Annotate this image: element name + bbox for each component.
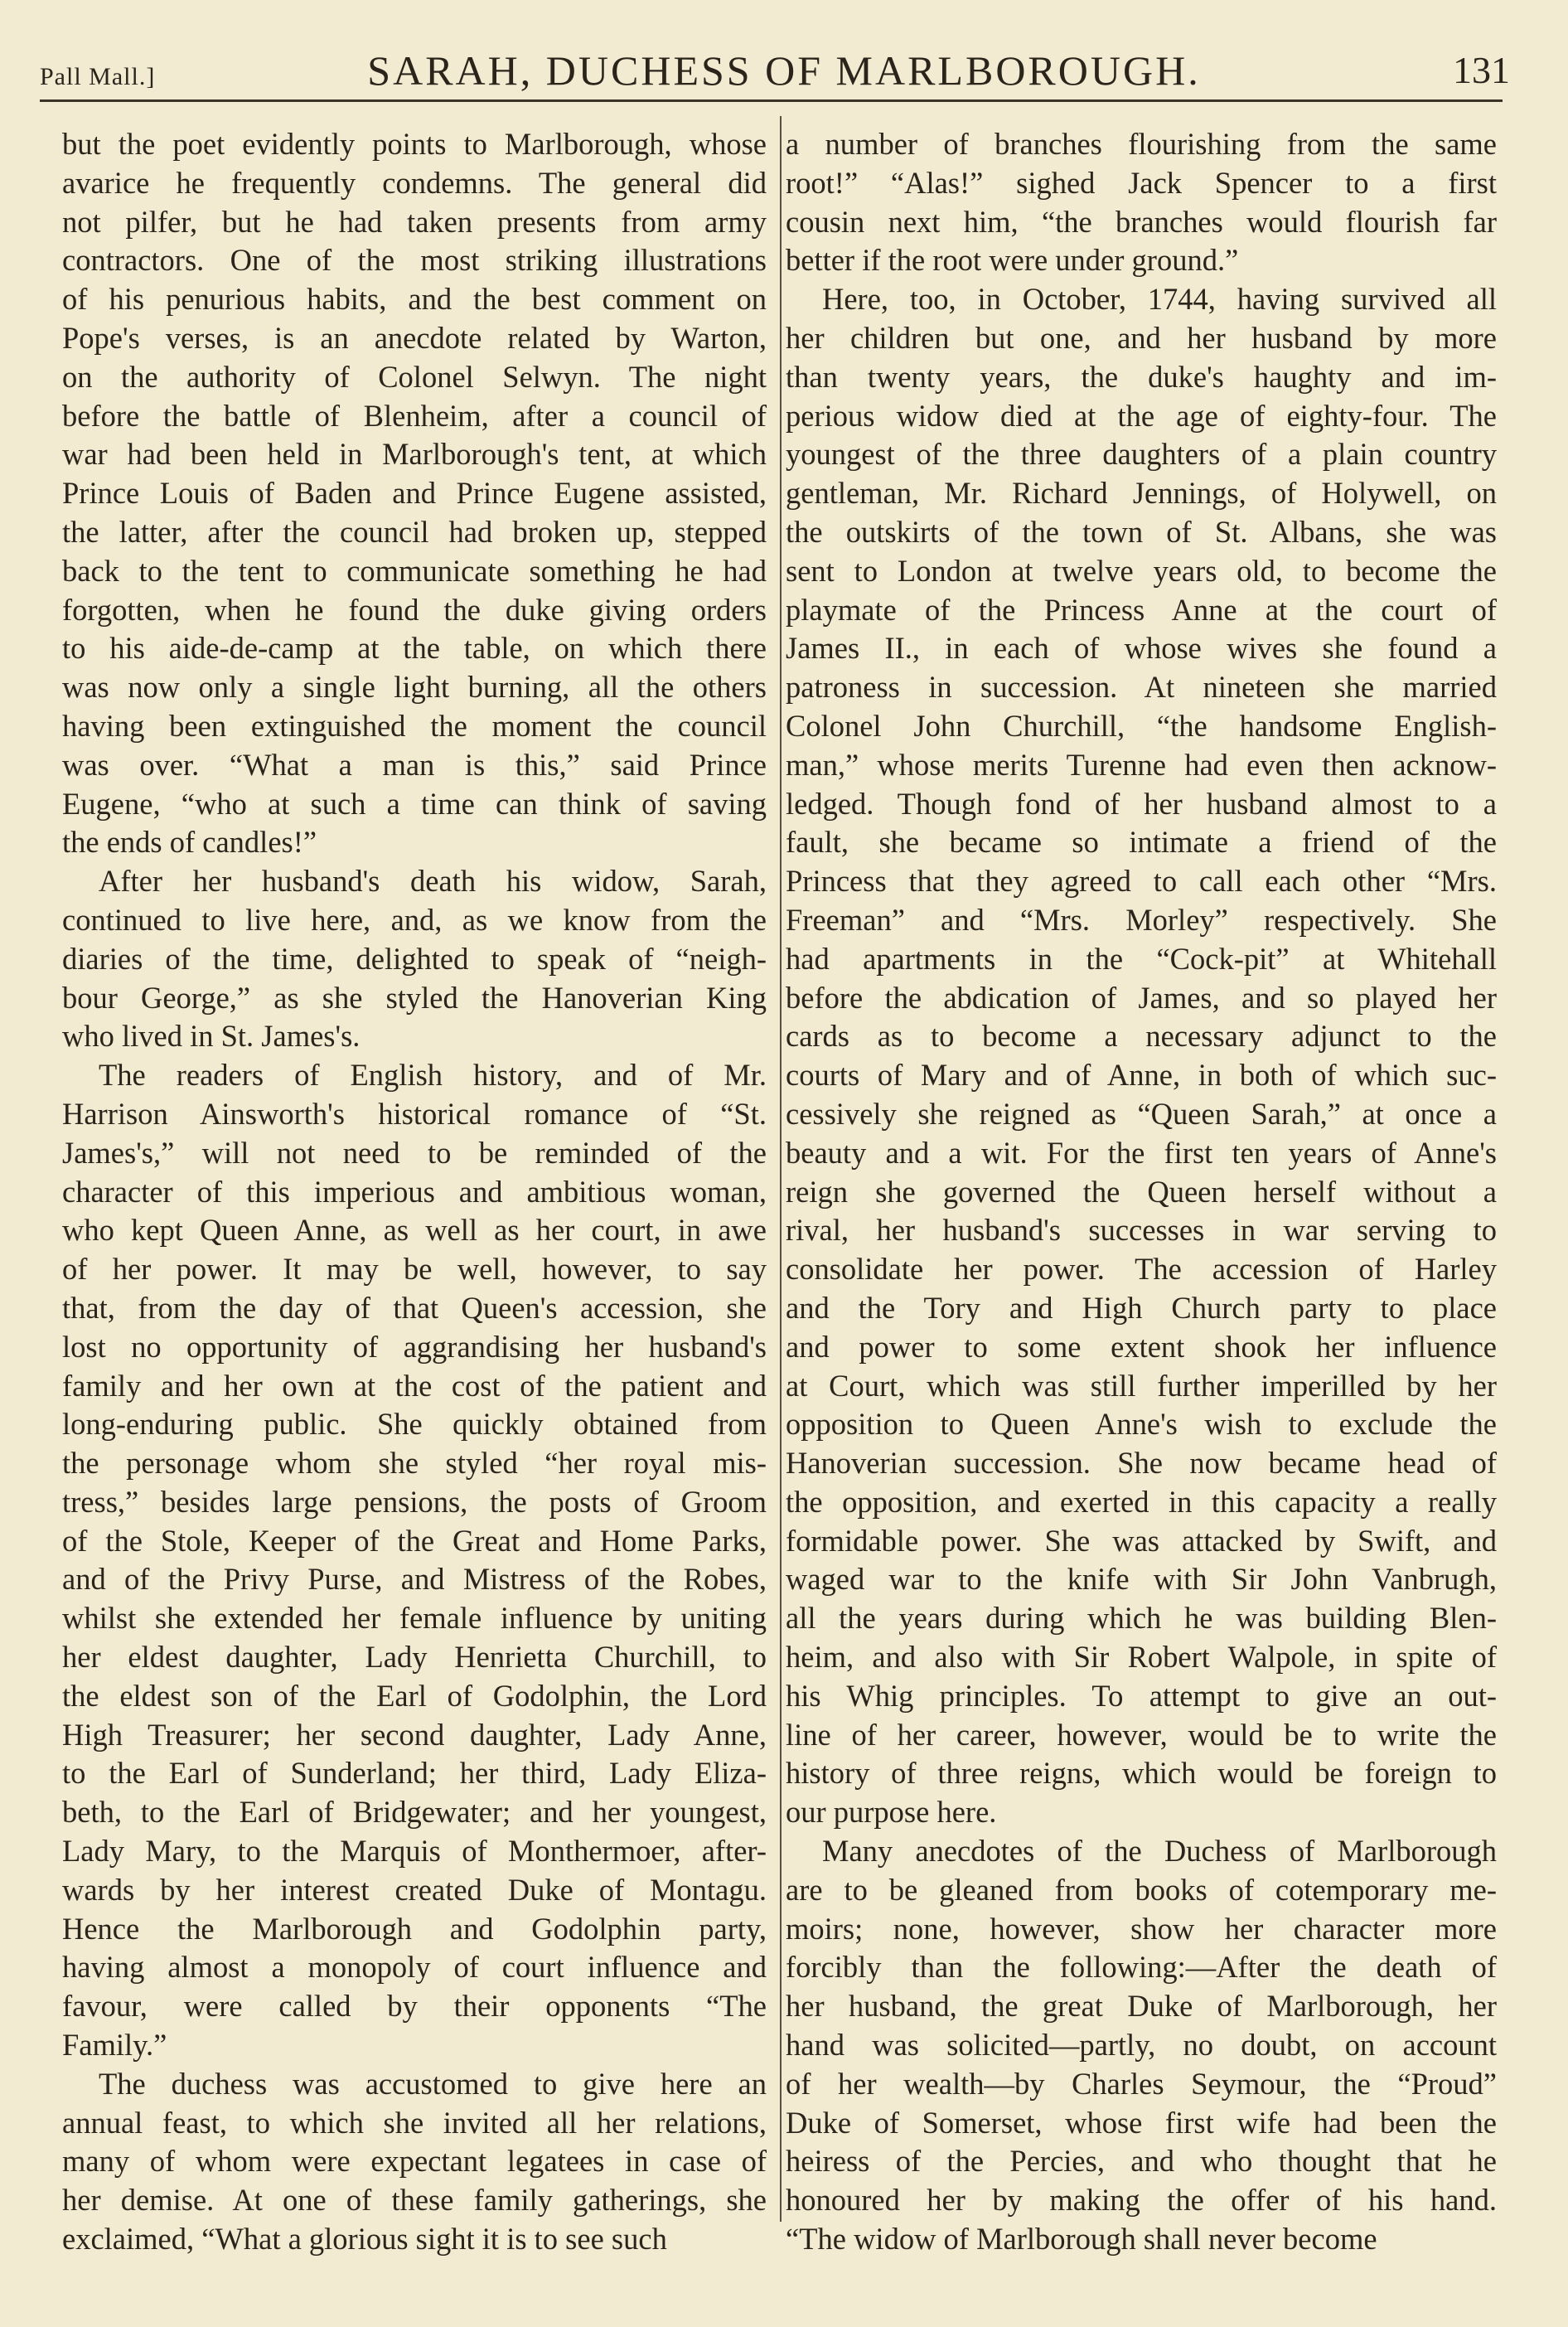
- text-line: Family.”: [62, 2028, 167, 2063]
- paragraph: [786, 280, 1497, 1832]
- header-rule: [40, 99, 1503, 102]
- page-number: 131: [1453, 49, 1510, 91]
- text-line: gentleman, Mr. Richard Jennings, of Holywell, on: [786, 476, 1497, 511]
- text-line: and power to some extent shook her influence: [786, 1329, 1497, 1364]
- text-line: cessively she reigned as “Queen Sarah,” at once a: [786, 1096, 1497, 1131]
- text-line: heim, and also with Sir Robert Walpole, in spite of: [786, 1640, 1497, 1675]
- text-line: wards by her interest created Duke of Montagu.: [62, 1872, 767, 1907]
- text-line: James II., in each of whose wives she found a: [786, 631, 1497, 666]
- text-line: who kept Queen Anne, as well as her court, in awe: [62, 1213, 767, 1248]
- text-line: better if the root were under ground.”: [786, 243, 1239, 278]
- text-line: patroness in succession. At nineteen she married: [786, 670, 1497, 705]
- text-line: youngest of the three daughters of a plain country: [786, 437, 1497, 472]
- text-line: back to the tent to communicate something he had: [62, 553, 767, 588]
- paragraph: [62, 862, 767, 1056]
- text-line: long-enduring public. She quickly obtained from: [62, 1407, 767, 1442]
- text-line: the ends of candles!”: [62, 825, 317, 860]
- text-line: of the Stole, Keeper of the Great and Home Parks,: [62, 1523, 767, 1558]
- text-line: playmate of the Princess Anne at the court of: [786, 592, 1497, 627]
- text-line: Princess that they agreed to call each other “Mrs.: [786, 864, 1497, 899]
- paragraph: [62, 125, 767, 862]
- text-line: had apartments in the “Cock-pit” at Whitehall: [786, 941, 1497, 976]
- running-head-source: Pall Mall.]: [40, 63, 156, 90]
- text-line: our purpose here.: [786, 1795, 997, 1830]
- text-line: High Treasurer; her second daughter, Lady Anne,: [62, 1717, 767, 1752]
- text-line: Duke of Somerset, whose first wife had been the: [786, 2105, 1497, 2140]
- text-line: Hence the Marlborough and Godolphin party,: [62, 1911, 767, 1946]
- text-line: rival, her husband's successes in war serving to: [786, 1213, 1497, 1248]
- text-line: exclaimed, “What a glorious sight it is to see such: [62, 2222, 667, 2257]
- text-line: was over. “What a man is this,” said Prince: [62, 747, 767, 782]
- text-line: consolidate her power. The accession of Harley: [786, 1252, 1497, 1287]
- text-line: ledged. Though fond of her husband almost to a: [786, 786, 1497, 821]
- text-line: and the Tory and High Church party to place: [786, 1290, 1497, 1325]
- text-line: root!” “Alas!” sighed Jack Spencer to a first: [786, 165, 1497, 200]
- text-line: was now only a single light burning, all the others: [62, 670, 767, 705]
- text-line: The duchess was accustomed to give here an: [99, 2066, 767, 2101]
- text-line: that, from the day of that Queen's accession, she: [62, 1290, 767, 1325]
- text-line: whilst she extended her female influence by uniting: [62, 1601, 767, 1636]
- text-line: lost no opportunity of aggrandising her husband's: [62, 1329, 767, 1364]
- text-line: Freeman” and “Mrs. Morley” respectively. She: [786, 902, 1497, 937]
- text-line: Many anecdotes of the Duchess of Marlborough: [822, 1834, 1497, 1869]
- text-line: annual feast, to which she invited all her relations,: [62, 2105, 767, 2140]
- text-line: having been extinguished the moment the council: [62, 708, 767, 743]
- text-line: line of her career, however, would be to write the: [786, 1717, 1497, 1752]
- text-line: Lady Mary, to the Marquis of Monthermoer, after-: [62, 1834, 767, 1869]
- text-line: tress,” besides large pensions, the posts of Groom: [62, 1484, 767, 1519]
- text-line: having almost a monopoly of court influence and: [62, 1950, 767, 1985]
- text-line: the eldest son of the Earl of Godolphin, the Lord: [62, 1678, 767, 1713]
- text-line: war had been held in Marlborough's tent, at which: [62, 437, 767, 472]
- text-line: Prince Louis of Baden and Prince Eugene assisted,: [62, 476, 767, 511]
- text-line: many of whom were expectant legatees in case of: [62, 2144, 767, 2179]
- text-line: forcibly than the following:—After the death of: [786, 1950, 1497, 1985]
- text-line: cousin next him, “the branches would flourish far: [786, 204, 1497, 239]
- text-line: are to be gleaned from books of cotemporary me-: [786, 1872, 1497, 1907]
- text-line: James's,” will not need to be reminded of the: [62, 1135, 767, 1170]
- text-line: perious widow died at the age of eighty-four. The: [786, 398, 1497, 433]
- text-line: man,” whose merits Turenne had even then acknow-: [786, 747, 1497, 782]
- text-line: all the years during which he was building Blen-: [786, 1601, 1497, 1636]
- text-line: her children but one, and her husband by more: [786, 320, 1497, 355]
- text-line: heiress of the Percies, and who thought that he: [786, 2144, 1497, 2179]
- text-line: of her wealth—by Charles Seymour, the “Proud”: [786, 2066, 1497, 2101]
- text-line: character of this imperious and ambitious woman,: [62, 1174, 767, 1209]
- text-line: her husband, the great Duke of Marlborough, her: [786, 1989, 1497, 2024]
- text-line: family and her own at the cost of the patient and: [62, 1368, 767, 1403]
- text-line: on the authority of Colonel Selwyn. The night: [62, 359, 767, 394]
- paragraph: [62, 2065, 767, 2259]
- text-line: the outskirts of the town of St. Albans, she was: [786, 514, 1497, 549]
- text-line: before the abdication of James, and so played her: [786, 980, 1497, 1015]
- text-line: history of three reigns, which would be foreign to: [786, 1756, 1497, 1791]
- text-line: forgotten, when he found the duke giving orders: [62, 592, 767, 627]
- text-line: a number of branches flourishing from the same: [786, 127, 1497, 161]
- text-line: contractors. One of the most striking illustrations: [62, 243, 767, 278]
- text-line: the opposition, and exerted in this capacity a really: [786, 1484, 1497, 1519]
- text-line: Here, too, in October, 1744, having survived all: [822, 282, 1497, 317]
- text-line: “The widow of Marlborough shall never become: [786, 2222, 1377, 2257]
- text-line: not pilfer, but he had taken presents from army: [62, 204, 767, 239]
- text-line: fault, she became so intimate a friend of the: [786, 825, 1497, 860]
- text-line: the latter, after the council had broken up, stepped: [62, 514, 767, 549]
- text-line: Colonel John Churchill, “the handsome English-: [786, 708, 1497, 743]
- text-line: Hanoverian succession. She now became head of: [786, 1446, 1497, 1481]
- text-line: at Court, which was still further imperilled by her: [786, 1368, 1497, 1403]
- text-line: moirs; none, however, show her character more: [786, 1911, 1497, 1946]
- text-line: honoured her by making the offer of his hand.: [786, 2183, 1497, 2218]
- text-line: hand was solicited—partly, no doubt, on account: [786, 2028, 1497, 2063]
- text-line: opposition to Queen Anne's wish to exclude the: [786, 1407, 1497, 1442]
- text-line: to the Earl of Sunderland; her third, Lady Eliza-: [62, 1756, 767, 1791]
- right-column: [786, 125, 1497, 2259]
- left-column: [62, 125, 767, 2259]
- text-line: the personage whom she styled “her royal mis-: [62, 1446, 767, 1481]
- column-divider: [780, 116, 782, 2222]
- text-line: her demise. At one of these family gatherings, she: [62, 2183, 767, 2218]
- text-line: favour, were called by their opponents “The: [62, 1989, 767, 2024]
- text-line: Eugene, “who at such a time can think of saving: [62, 786, 767, 821]
- text-line: waged war to the knife with Sir John Vanbrugh,: [786, 1562, 1497, 1597]
- text-line: diaries of the time, delighted to speak of “neigh-: [62, 941, 767, 976]
- text-line: bour George,” as she styled the Hanoverian King: [62, 980, 767, 1015]
- text-line: to his aide-de-camp at the table, on which there: [62, 631, 767, 666]
- text-line: avarice he frequently condemns. The general did: [62, 165, 767, 200]
- text-line: before the battle of Blenheim, after a council of: [62, 398, 767, 433]
- text-line: sent to London at twelve years old, to become the: [786, 553, 1497, 588]
- running-head: [0, 0, 1568, 108]
- text-line: formidable power. She was attacked by Swift, and: [786, 1523, 1497, 1558]
- paragraph: [786, 125, 1497, 280]
- text-line: Harrison Ainsworth's historical romance of “St.: [62, 1096, 767, 1131]
- text-line: and of the Privy Purse, and Mistress of the Robes,: [62, 1562, 767, 1597]
- text-line: continued to live here, and, as we know from the: [62, 902, 767, 937]
- text-line: of her power. It may be well, however, to say: [62, 1252, 767, 1287]
- text-line: who lived in St. James's.: [62, 1019, 361, 1054]
- text-line: beauty and a wit. For the first ten years of Anne's: [786, 1135, 1497, 1170]
- text-line: her eldest daughter, Lady Henrietta Churchill, to: [62, 1640, 767, 1675]
- paragraph: [62, 1056, 767, 2065]
- text-line: The readers of English history, and of Mr.: [99, 1058, 767, 1093]
- text-line: After her husband's death his widow, Sarah,: [99, 864, 767, 899]
- text-line: beth, to the Earl of Bridgewater; and her youngest,: [62, 1795, 767, 1830]
- text-line: his Whig principles. To attempt to give an out-: [786, 1678, 1497, 1713]
- text-line: reign she governed the Queen herself without a: [786, 1174, 1497, 1209]
- paragraph: [786, 1832, 1497, 2259]
- text-line: cards as to become a necessary adjunct to the: [786, 1019, 1497, 1054]
- text-line: but the poet evidently points to Marlborough, whose: [62, 127, 767, 161]
- text-line: than twenty years, the duke's haughty and im-: [786, 359, 1497, 394]
- text-line: Pope's verses, is an anecdote related by Warton,: [62, 320, 767, 355]
- text-line: of his penurious habits, and the best comment on: [62, 282, 767, 317]
- running-head-title: SARAH, DUCHESS OF MARLBOROUGH.: [367, 47, 1201, 94]
- text-line: courts of Mary and of Anne, in both of which suc-: [786, 1058, 1497, 1093]
